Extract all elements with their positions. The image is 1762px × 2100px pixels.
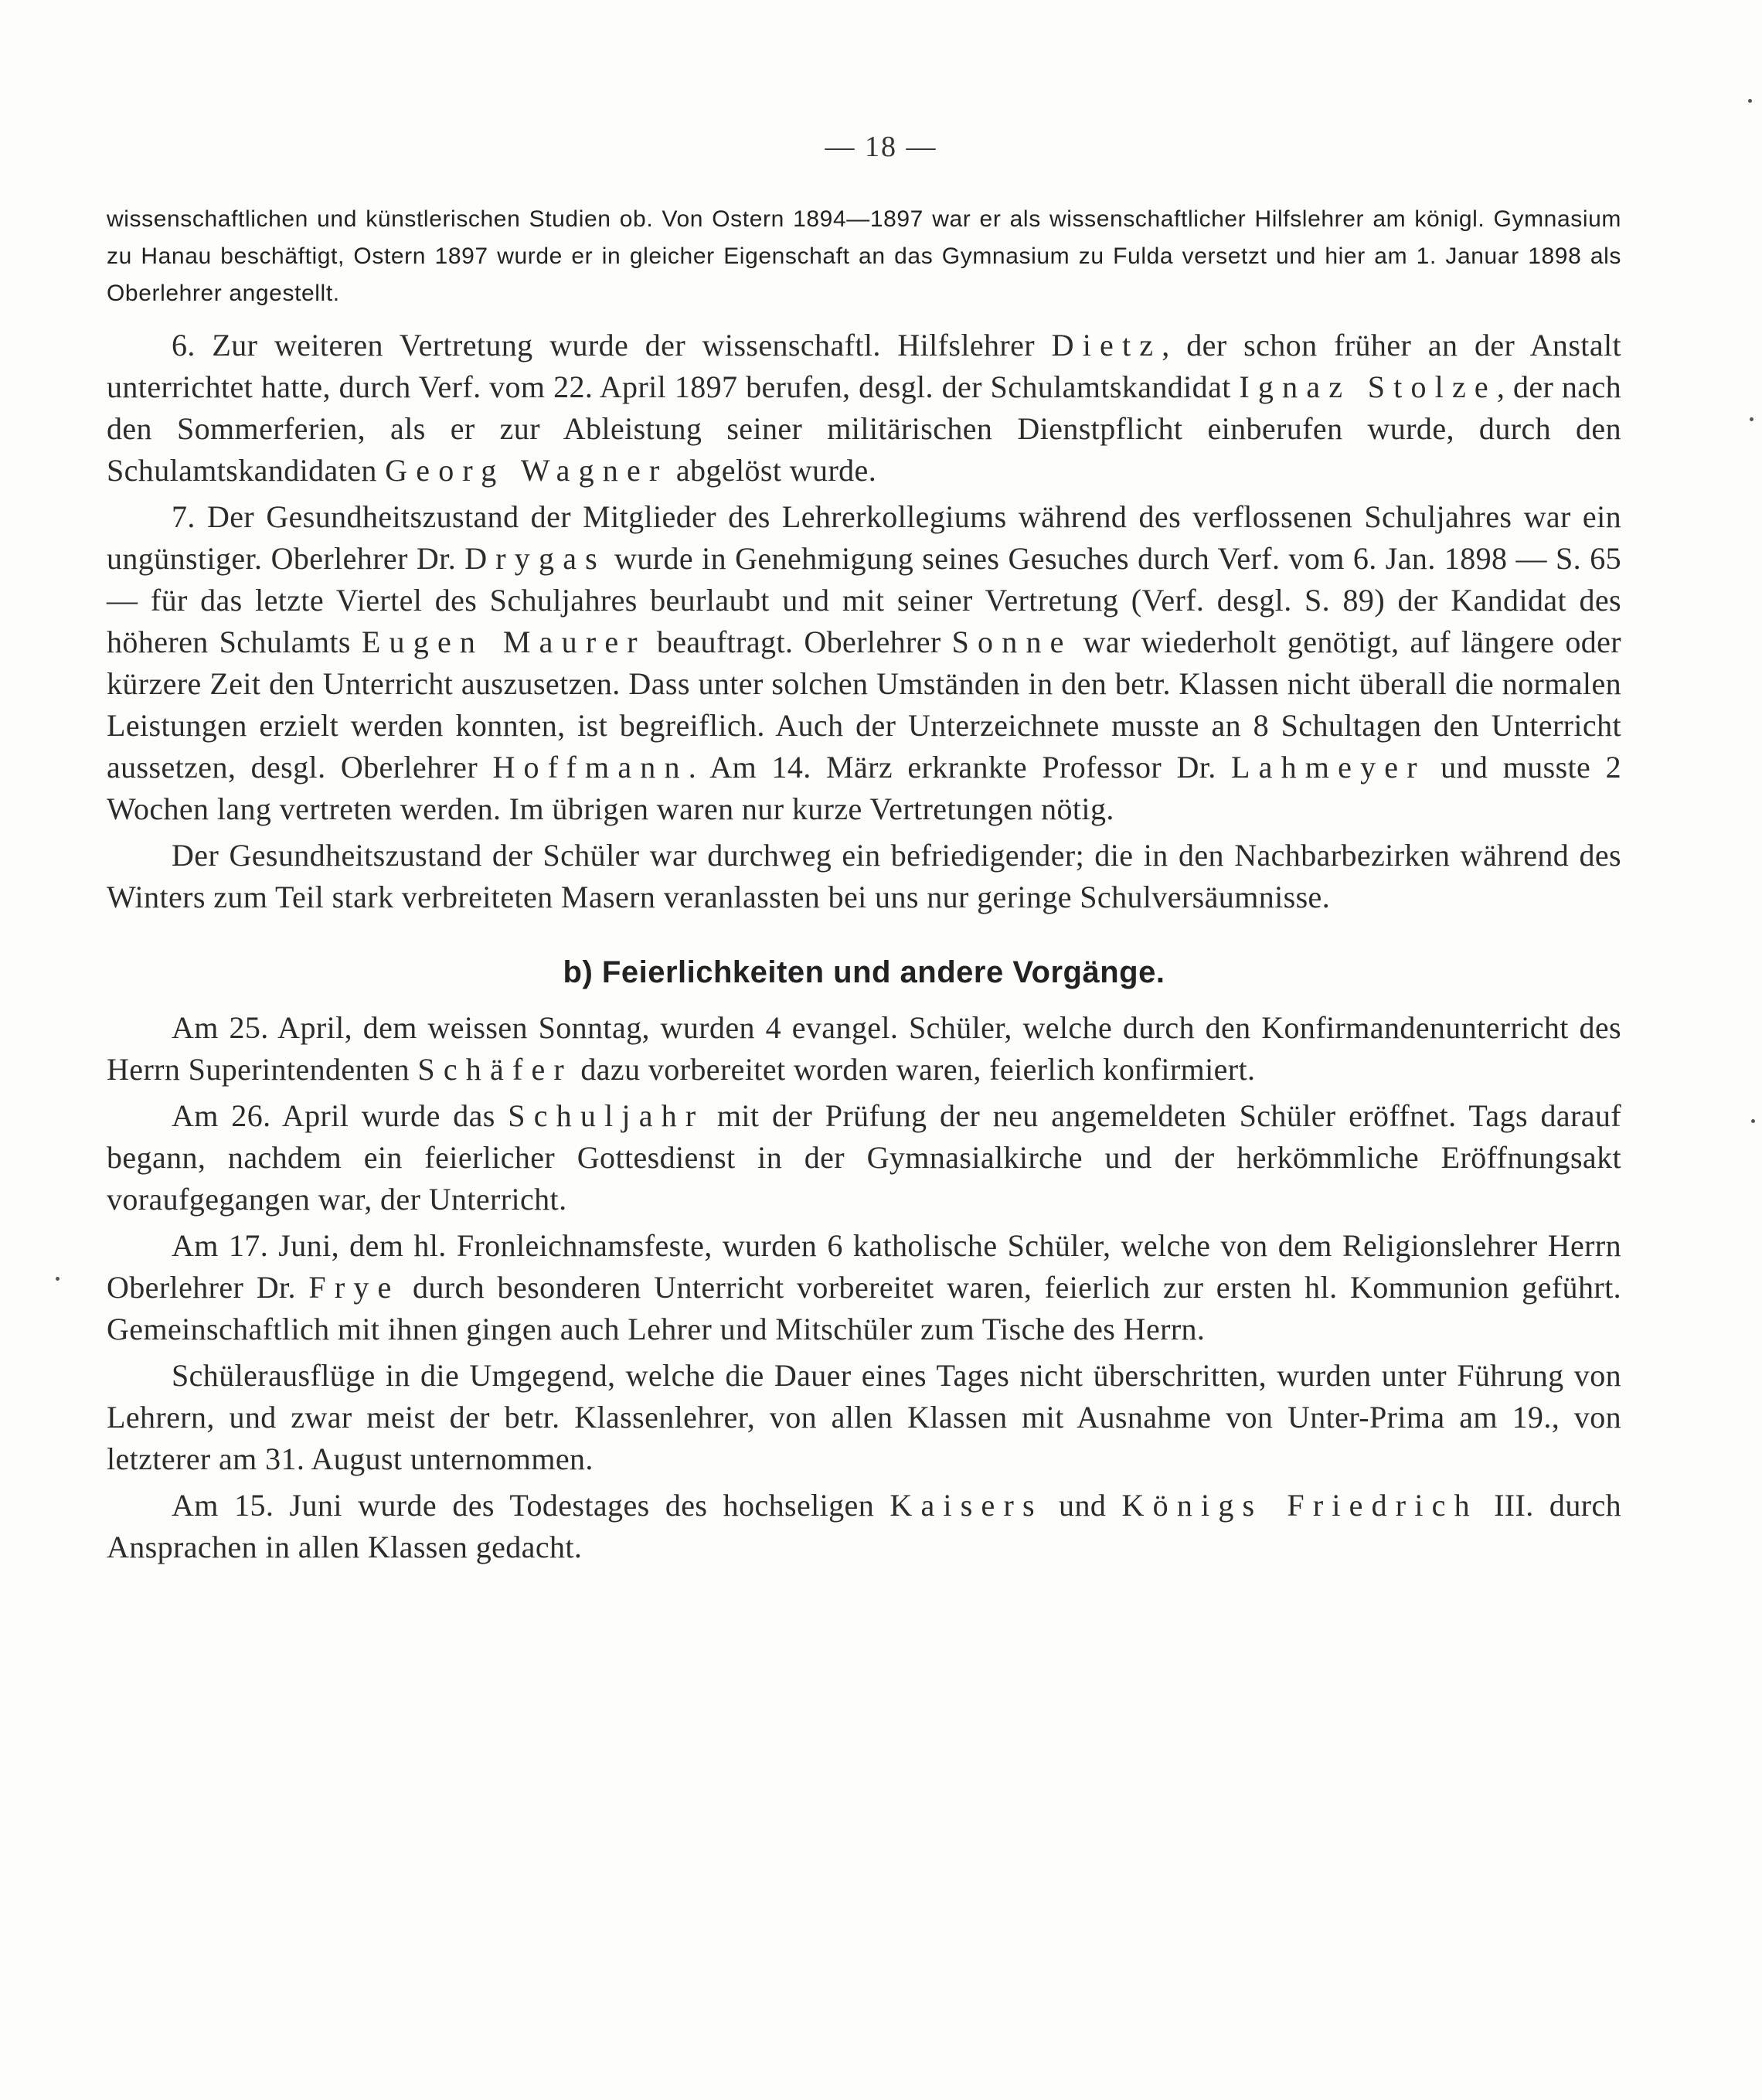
scan-speck — [1750, 417, 1753, 421]
section-heading-b: b) Feierlichkeiten und andere Vorgänge. — [563, 955, 1165, 989]
item6-text-1: 6. Zur weiteren Vertretung wurde der wissenschaftl. Hilfslehrer — [172, 328, 1052, 362]
item7-text-4: war wiederholt genötigt, auf längere oder kürzere Zeit den Unterricht auszusetzen. Dass unter solchen Umständen in den betr. Klassen nicht überall die normalen Leistungen erzielt werden konnten, ist begreiflich. Auch der Unterzeichnete musste an 8 Schultagen den Unterricht aussetzen, desgl. Oberlehrer — [107, 625, 1621, 785]
june15-text-1: Am 15. Juni wurde des Todestages des hochseligen — [172, 1488, 890, 1523]
paragraph-excursions — [107, 1355, 1621, 1480]
main-body — [107, 325, 1621, 1568]
paragraph-june-17 — [107, 1225, 1621, 1350]
paragraph-item-7 — [107, 496, 1621, 830]
april26-text-1: Am 26. April wurde das — [172, 1098, 509, 1133]
item6-text-3: , der nach den Sommerferien, als er zur Ableistung seiner militärischen Dienstpflicht einberufen wurde, durch den Schulamtskandidaten — [107, 369, 1621, 488]
name-wagner: Georg Wagner — [385, 453, 668, 488]
name-dietz: Dietz — [1051, 328, 1162, 362]
intro-paragraph — [107, 201, 1621, 312]
name-stolze: Ignaz Stolze — [1239, 369, 1497, 404]
paragraph-april-25 — [107, 1007, 1621, 1091]
health-students-text: Der Gesundheitszustand der Schüler war durchweg ein befriedigender; die in den Nachbarbezirken während des Winters zum Teil stark verbreiteten Masern veranlassten bei uns nur geringe Schulversäumnisse. — [107, 838, 1621, 914]
june17-text-2: durch besonderen Unterricht vorbereitet waren, feierlich zur ersten hl. Kommunion geführt. Gemeinschaftlich mit ihnen gingen auch Lehrer und Mitschüler zum Tische des Herrn. — [107, 1270, 1621, 1346]
scan-speck — [1748, 99, 1752, 103]
intro-text: wissenschaftlichen und künstlerischen Studien ob. Von Ostern 1894—1897 war er als wissenschaftlicher Hilfslehrer am königl. Gymnasium zu Hanau beschäftigt, Ostern 1897 wurde er in gleicher Eigenschaft an das Gymnasium zu Fulda versetzt und hier am 1. Januar 1898 als Oberlehrer angestellt. — [107, 206, 1621, 306]
paragraph-item-6 — [107, 325, 1621, 492]
term-schuljahr: Schuljahr — [508, 1098, 705, 1133]
term-kaisers: Kaisers — [890, 1488, 1043, 1523]
name-drygas: Drygas — [464, 541, 606, 576]
item7-text-6: und musste 2 Wochen lang vertreten werden. Im übrigen waren nur kurze Vertretungen nötig. — [107, 750, 1621, 826]
name-schaefer: Schäfer — [417, 1052, 573, 1087]
name-sonne: Sonne — [951, 625, 1073, 659]
item7-text-2: wurde in Genehmigung seines Gesuches durch Verf. vom 6. Jan. 1898 — S. 65 — für das letzte Viertel des Schuljahres beurlaubt und mit seiner Vertretung (Verf. desgl. S. 89) der Kandidat des höheren Schulamts — [107, 541, 1621, 659]
excursions-text: Schülerausflüge in die Umgegend, welche die Dauer eines Tages nicht überschritten, wurden unter Führung von Lehrern, und zwar meist der betr. Klassenlehrer, von allen Klassen mit Ausnahme von Unter-Prima am 19., von letzterer am 31. August unternommen. — [107, 1358, 1621, 1476]
june17-text-1: Am 17. Juni, dem hl. Fronleichnamsfeste, wurden 6 katholische Schüler, welche von dem Religionslehrer Herrn Oberlehrer Dr. — [107, 1228, 1621, 1305]
term-koenigs-friedrich: Königs Friedrich — [1121, 1488, 1478, 1523]
item7-text-5: . Am 14. März erkrankte Professor Dr. — [688, 750, 1232, 785]
item6-text-2: , der schon früher an der Anstalt unterrichtet hatte, durch Verf. vom 22. April 1897 berufen, desgl. der Schulamtskandidat — [107, 328, 1621, 404]
april25-text-2: dazu vorbereitet worden waren, feierlich konfirmiert. — [572, 1052, 1256, 1087]
april26-text-2: mit der Prüfung der neu angemeldeten Schüler eröffnet. Tags darauf begann, nachdem ein feierlicher Gottesdienst in der Gymnasialkirche und der herkömmliche Eröffnungsakt voraufgegangen war, der Unterricht. — [107, 1098, 1621, 1217]
name-maurer: Eugen Maurer — [361, 625, 646, 659]
scan-speck — [56, 1277, 60, 1281]
name-frye: Frye — [308, 1270, 400, 1305]
item7-text-1: 7. Der Gesundheitszustand der Mitglieder des Lehrerkollegiums während des verflossenen Schuljahres war ein ungünstiger. Oberlehrer Dr. — [107, 499, 1621, 576]
april25-text-1: Am 25. April, dem weissen Sonntag, wurden 4 evangel. Schüler, welche durch den Konfirmandenunterricht des Herrn Superintendenten — [107, 1010, 1621, 1087]
june15-text-3: III. durch Ansprachen in allen Klassen gedacht. — [107, 1488, 1622, 1564]
paragraph-june-15 — [107, 1485, 1621, 1568]
page-number: — 18 — — [825, 131, 937, 163]
item7-text-3: beauftragt. Oberlehrer — [645, 625, 952, 659]
june15-text-2: und — [1043, 1488, 1122, 1523]
scan-speck — [1751, 1119, 1755, 1123]
name-lahmeyer: Lahmeyer — [1231, 750, 1426, 785]
name-hoffmann: Hoffmann — [492, 750, 689, 785]
paragraph-april-26 — [107, 1095, 1621, 1220]
paragraph-health-students — [107, 835, 1621, 918]
item6-text-4: abgelöst wurde. — [668, 453, 877, 488]
